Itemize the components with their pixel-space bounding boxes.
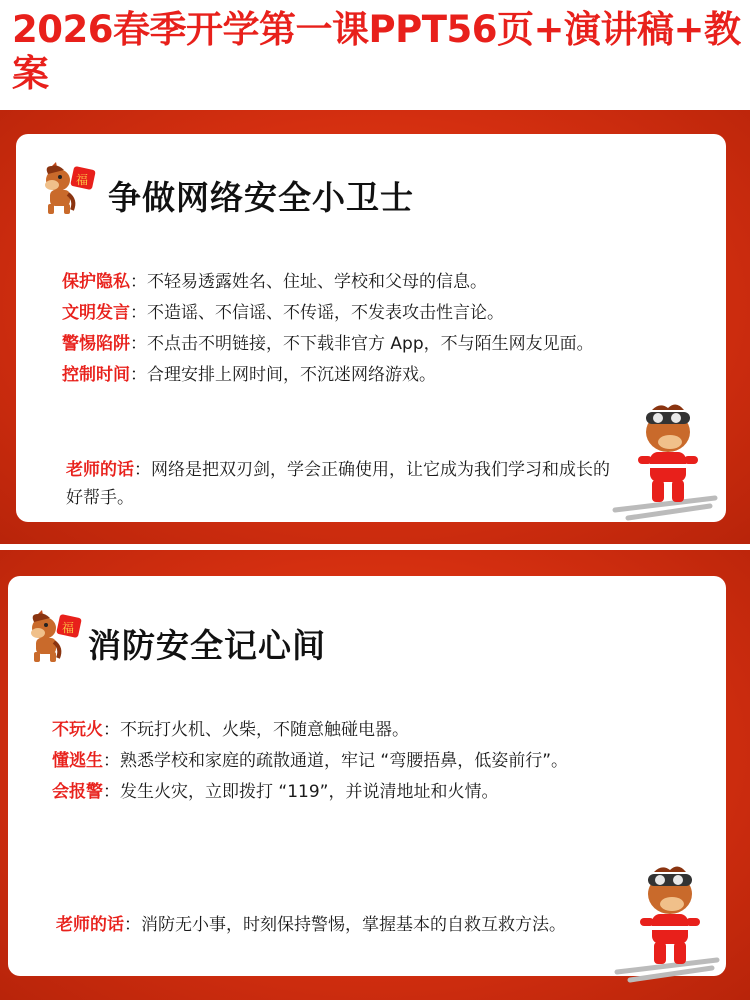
horse-mascot-icon xyxy=(38,160,100,222)
item-text: 不造谣、不信谣、不传谣，不发表攻击性言论。 xyxy=(147,303,504,323)
item-separator: ： xyxy=(130,365,147,385)
item-separator: ： xyxy=(103,782,120,802)
content-card xyxy=(8,576,726,976)
item-label: 控制时间 xyxy=(62,365,130,385)
note-label: 老师的话 xyxy=(66,460,134,480)
item-separator: ： xyxy=(103,720,120,740)
item-text: 不轻易透露姓名、住址、学校和父母的信息。 xyxy=(147,272,487,292)
item-label: 文明发言 xyxy=(62,303,130,323)
item-text: 发生火灾，立即拨打 “119”，并说清地址和火情。 xyxy=(120,782,499,802)
item-label: 懂逃生 xyxy=(52,751,103,771)
content-card xyxy=(16,134,726,522)
teacher-note xyxy=(66,456,626,512)
horse-mascot-icon xyxy=(24,608,86,670)
page-title: 2026春季开学第一课PPT56页+演讲稿+教案 xyxy=(12,8,741,95)
mascot-badge: 福 xyxy=(61,621,75,635)
skiing-horse-icon xyxy=(612,864,722,984)
item-text: 不玩打火机、火柴，不随意触碰电器。 xyxy=(120,720,409,740)
item-label: 警惕陷阱 xyxy=(62,334,130,354)
item-text: 合理安排上网时间，不沉迷网络游戏。 xyxy=(147,365,436,385)
list-item xyxy=(62,298,594,329)
list-item xyxy=(52,746,568,777)
item-text: 熟悉学校和家庭的疏散通道，牢记 “弯腰捂鼻，低姿前行”。 xyxy=(120,751,569,771)
list-item xyxy=(62,360,594,391)
item-separator: ： xyxy=(130,303,147,323)
slide-network-safety xyxy=(0,110,750,544)
slide-fire-safety xyxy=(0,550,750,1000)
list-item xyxy=(52,715,568,746)
item-label: 不玩火 xyxy=(52,720,103,740)
item-text: 不点击不明链接，不下载非官方 App，不与陌生网友见面。 xyxy=(147,334,594,354)
note-text: 网络是把双刃剑，学会正确使用，让它成为我们学习和成长的好帮手。 xyxy=(66,460,610,508)
note-separator: ： xyxy=(124,915,141,935)
note-text: 消防无小事，时刻保持警惕，掌握基本的自救互救方法。 xyxy=(141,915,566,935)
item-label: 保护隐私 xyxy=(62,272,130,292)
skiing-horse-icon xyxy=(610,402,720,522)
rules-list xyxy=(62,267,594,391)
list-item xyxy=(52,777,568,808)
mascot-badge: 福 xyxy=(75,173,89,187)
note-separator: ： xyxy=(134,460,151,480)
item-label: 会报警 xyxy=(52,782,103,802)
rules-list xyxy=(52,715,568,808)
item-separator: ： xyxy=(130,334,147,354)
slide-heading: 消防安全记心间 xyxy=(88,626,326,665)
teacher-note xyxy=(56,911,676,939)
list-item xyxy=(62,329,594,360)
item-separator: ： xyxy=(130,272,147,292)
list-item xyxy=(62,267,594,298)
item-separator: ： xyxy=(103,751,120,771)
slide-heading: 争做网络安全小卫士 xyxy=(108,178,414,217)
note-label: 老师的话 xyxy=(56,915,124,935)
